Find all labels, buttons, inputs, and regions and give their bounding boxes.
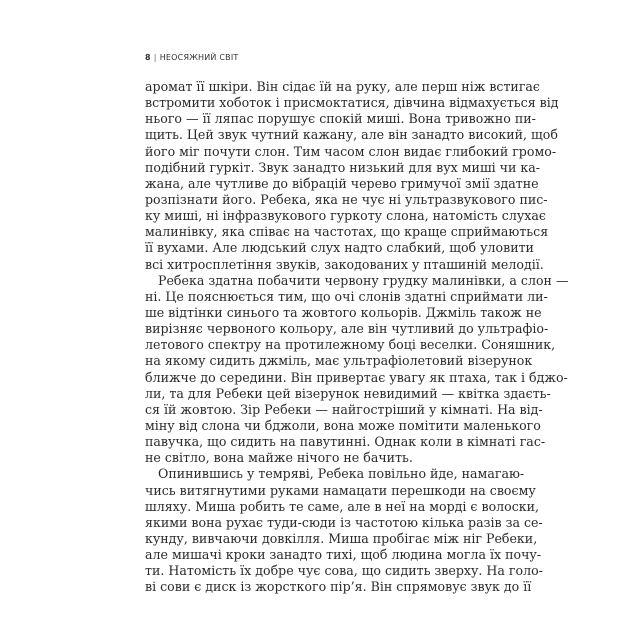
book-title: НЕОСЯЖНИЙ СВІТ bbox=[159, 53, 239, 62]
text-line: на якому сидить джміль, має ультрафіолетовий візерунок bbox=[145, 353, 533, 369]
text-line: встромити хоботок і присмоктатися, дівчина відмахується від bbox=[145, 95, 559, 111]
text-line: його міг почути слон. Тим часом слон видає глибокий громо- bbox=[145, 143, 557, 159]
text-line: міну від слона чи бджоли, вона може помітити маленького bbox=[145, 417, 541, 433]
text-line: не світло, вона майже нічого не бачить. bbox=[145, 450, 413, 466]
running-head bbox=[145, 53, 238, 62]
text-line: ку миші, ні інфразвукового гуркоту слона, натомість слухає bbox=[145, 208, 546, 224]
paragraph-1 bbox=[145, 79, 559, 273]
text-line: щить. Цей звук чутний кажану, але він занадто високий, щоб bbox=[145, 127, 558, 143]
text-line: Опинившись у темряві, Ребека повільно йде, намагаю- bbox=[158, 466, 525, 482]
body-text bbox=[145, 79, 569, 596]
text-line: розпізнати його. Ребека, яка не чує ні ультразвукового пис- bbox=[145, 191, 548, 207]
text-line: аромат її шкіри. Він сідає їй на руку, але перш ніж встигає bbox=[145, 79, 540, 94]
header-separator: | bbox=[153, 53, 157, 62]
text-line: ві сови є диск із жорсткого пір’я. Він спрямовує звук до її bbox=[145, 579, 532, 595]
text-line: ли, та для Ребеки цей візерунок невидимий — квітка здаєть- bbox=[145, 385, 551, 401]
text-line: кунду, вивчаючи довкілля. Миша пробігає між ніг Ребеки, bbox=[145, 530, 538, 546]
text-line: ні. Це пояснюється тим, що очі слонів здатні сприймати ли- bbox=[145, 288, 548, 304]
text-line: ся їй жовтою. Зір Ребеки — найгостріший у кімнаті. На від- bbox=[145, 401, 543, 417]
paragraph-3 bbox=[145, 466, 543, 595]
text-line: павучка, що сидить на павутинні. Однак коли в кімнаті гас- bbox=[145, 434, 546, 450]
text-line: ше відтінки синього та жовтого кольорів. Джміль також не bbox=[145, 304, 542, 320]
paragraph-2 bbox=[145, 272, 569, 467]
text-line: малинівку, яка співає на частотах, що краще сприймаються bbox=[145, 224, 549, 240]
text-line: нього — її ляпас порушує спокій миші. Вона тривожно пи- bbox=[145, 111, 536, 127]
text-line: чись витягнутими руками намацати перешкоди на своєму bbox=[145, 482, 536, 498]
text-line: Ребека здатна побачити червону грудку малинівки, а слон — bbox=[158, 272, 569, 288]
text-line: її вухами. Але людський слух надто слабкий, щоб уловити bbox=[145, 240, 534, 256]
text-line: але мишачі кроки занадто тихі, щоб людина могла їх почу- bbox=[145, 547, 542, 563]
text-line: летового спектру на протилежному боці веселки. Соняшник, bbox=[145, 337, 556, 353]
text-line: всі хитросплетіння звуків, закодованих у пташиній мелодії. bbox=[145, 256, 544, 272]
text-line: ближче до середини. Він привертає увагу як птаха, так і бджо- bbox=[145, 369, 568, 385]
text-line: якими вона рухає туди-сюди із частотою кілька разів за се- bbox=[145, 514, 543, 530]
text-line: ти. Натомість їх добре чує сова, що сидить зверху. На голо- bbox=[145, 563, 543, 579]
page-number: 8 bbox=[145, 53, 151, 62]
text-line: жана, але чутливе до вібрацій черево гримучої змії здатне bbox=[145, 175, 539, 191]
text-line: шляху. Миша робить те саме, але в неї на морді є волоски, bbox=[145, 498, 540, 514]
text-line: вирізняє червоного кольору, але він чутливий до ультрафіо- bbox=[145, 321, 549, 337]
text-line: подібний гуркіт. Звук занадто низький для вух миші чи ка- bbox=[145, 159, 541, 175]
